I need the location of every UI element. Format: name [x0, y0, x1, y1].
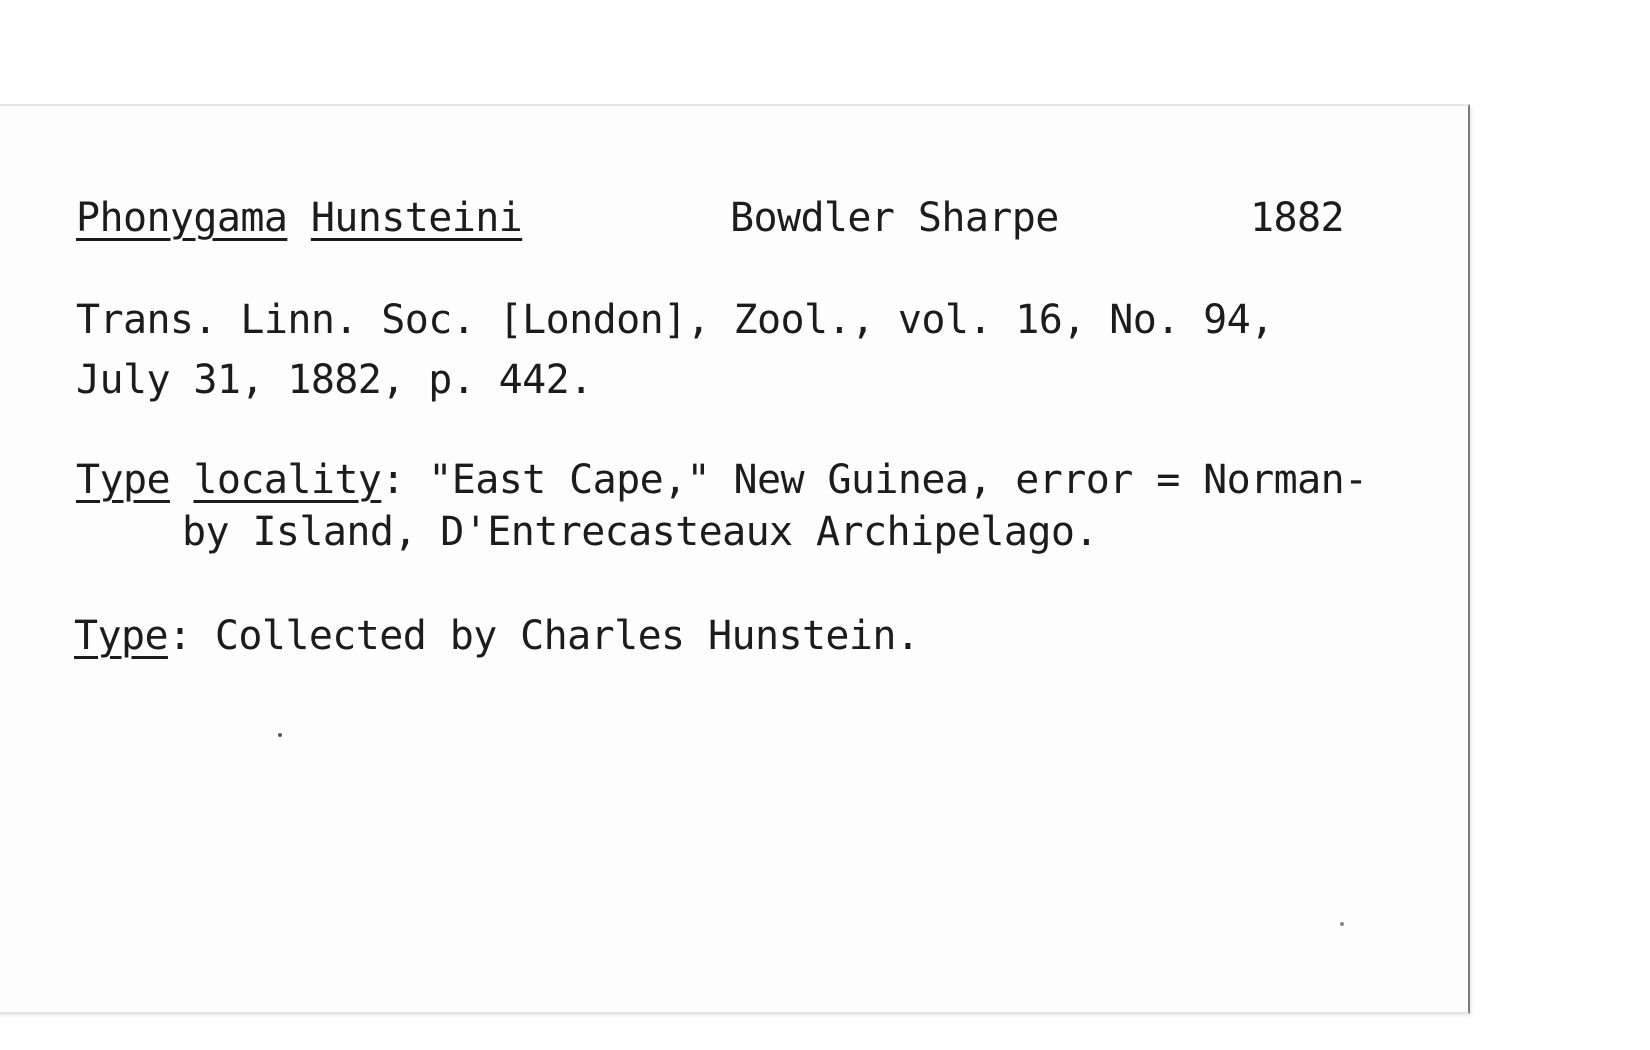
- type-locality-line-1: [76, 456, 1368, 504]
- type-line: [74, 612, 919, 660]
- dust-speck: [278, 733, 282, 737]
- citation-line-1: Trans. Linn. Soc. [London], Zool., vol. 16, No. 94,: [76, 297, 1274, 343]
- type-locality-line-2: by Island, D'Entrecasteaux Archipelago.: [182, 509, 1098, 555]
- species-name: Hunsteini: [310, 195, 523, 241]
- dust-speck: [1340, 922, 1344, 926]
- type-label: Type: [74, 613, 168, 659]
- citation-line-2: July 31, 1882, p. 442.: [76, 357, 593, 403]
- publication-year: 1882: [1250, 195, 1344, 241]
- taxon-name: [76, 194, 522, 242]
- type-locality-text-1: : "East Cape," New Guinea, error = Norman-: [381, 457, 1368, 503]
- author-name: Bowdler Sharpe: [730, 195, 1059, 241]
- genus-name: Phonygama: [76, 195, 288, 241]
- type-text: : Collected by Charles Hunstein.: [167, 613, 920, 659]
- type-locality-label-word2: locality: [193, 457, 382, 503]
- type-locality-label-word1: Type: [76, 457, 170, 503]
